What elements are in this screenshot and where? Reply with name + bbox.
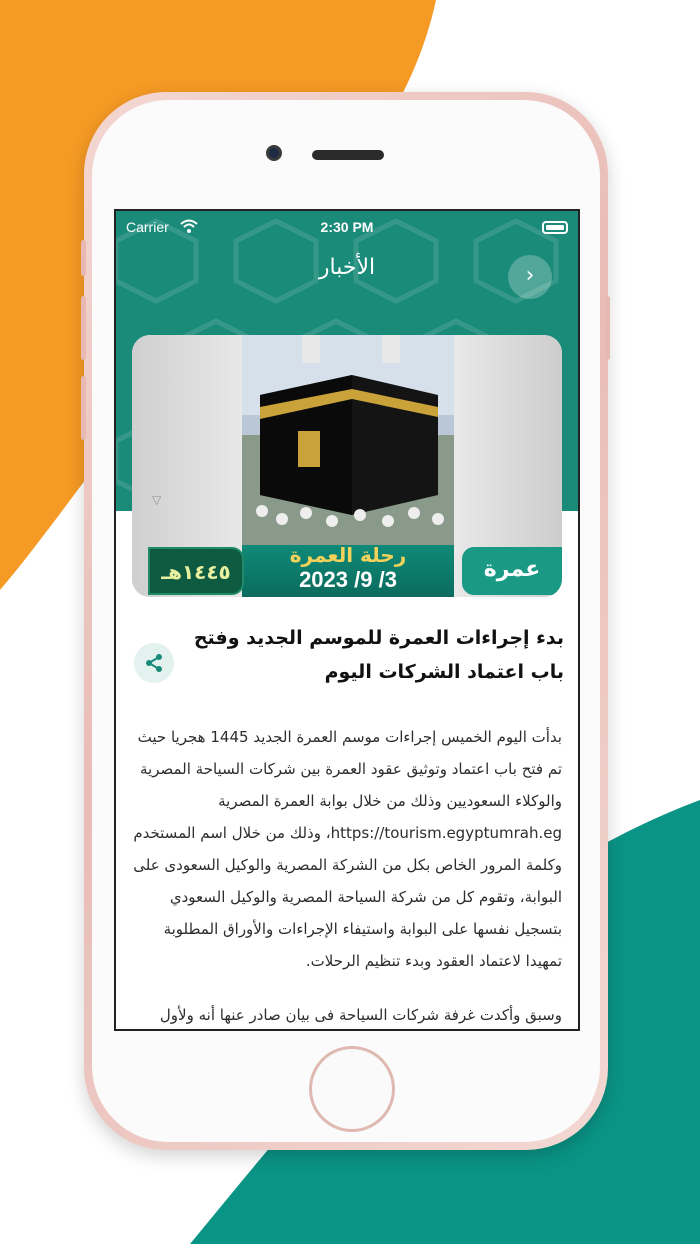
kaaba-photo xyxy=(242,335,454,545)
news-banner-image xyxy=(132,335,562,597)
article-paragraph: بدأت اليوم الخميس إجراءات موسم العمرة الجديد 1445 هجريا حيث تم فتح باب اعتماد وتوثيق عقود العمرة بين شركات السياحة المصرية والوكلاء السعوديين وذلك من خلال بوابة العمرة المصرية https://tourism.egyptumrah.eg، وذلك من خلال اسم المستخدم وكلمة المرور الخاص بكل من الشركة المصرية والوكيل السعودى على البوابة، وتقوم كل من شركة السياحة المصرية والوكيل السعودي بتسجيل نفسها على البوابة واستيفاء الإجراءات والأوراق المطلوبة تمهيدا لاعتماد العقود وبدء تنظيم الرحلات. xyxy=(133,728,562,970)
earpiece-speaker xyxy=(312,150,384,160)
carrier-label: Carrier xyxy=(126,219,169,235)
banner-tag-umrah: عمرة xyxy=(462,547,562,595)
phone-volume-up xyxy=(81,296,86,360)
home-button[interactable] xyxy=(309,1046,395,1132)
front-camera xyxy=(266,145,282,161)
share-icon xyxy=(144,653,164,673)
back-button[interactable] xyxy=(508,255,552,299)
page-title: الأخبار xyxy=(318,255,376,280)
article-title: بدء إجراءات العمرة للموسم الجديد وفتح باب اعتماد الشركات اليوم xyxy=(193,627,564,683)
banner-date: 2023 /9 /3 xyxy=(299,567,397,592)
status-time: 2:30 PM xyxy=(320,219,374,235)
share-button[interactable] xyxy=(134,643,174,683)
banner-tag-year: ١٤٤٥هـ xyxy=(148,547,244,595)
article-paragraph: وسبق وأكدت غرفة شركات السياحة فى بيان صادر عنها أنه ولأول xyxy=(159,1006,562,1024)
battery-icon xyxy=(542,221,568,234)
phone-volume-down xyxy=(81,376,86,440)
phone-silent-switch xyxy=(81,240,86,276)
status-bar xyxy=(116,217,578,239)
triangle-icon: ▽ xyxy=(152,493,162,507)
phone-power-button xyxy=(605,296,610,360)
banner-trip-label: رحلة العمرة xyxy=(289,543,407,567)
app-screen xyxy=(114,209,580,1031)
article-body xyxy=(132,721,562,1031)
chevron-right-icon: › xyxy=(525,263,535,288)
